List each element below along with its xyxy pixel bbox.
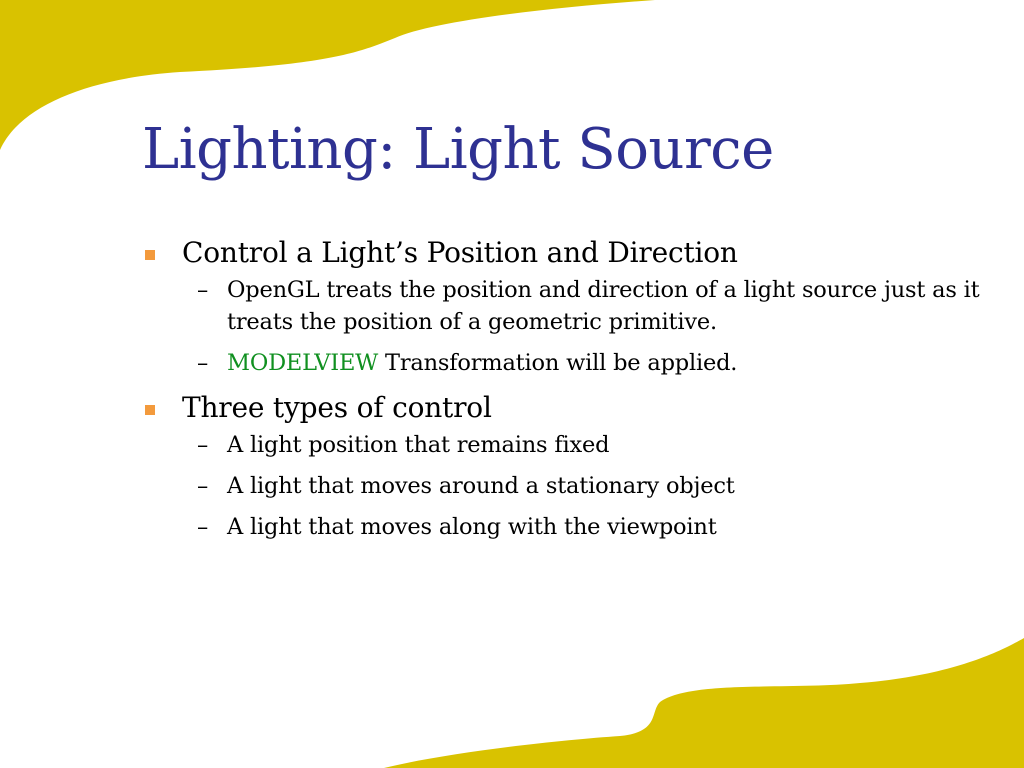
dash-icon: –	[197, 472, 209, 499]
bullet-item	[140, 234, 980, 379]
dash-icon: –	[197, 276, 209, 303]
square-bullet-icon	[145, 405, 155, 415]
sub-bullet-item	[182, 274, 980, 338]
sub-bullet-item	[182, 347, 980, 379]
square-bullet-icon	[145, 250, 155, 260]
sub-bullet-text: A light that moves around a stationary object	[227, 472, 735, 499]
sub-bullet-text: A light that moves along with the viewpoint	[227, 513, 717, 540]
highlight-keyword: MODELVIEW	[227, 349, 379, 376]
slide-content	[140, 234, 980, 553]
sub-bullet-item	[182, 470, 980, 502]
sub-bullet-text: OpenGL treats the position and direction of a light source just as it treats the position of a geometric primitive.	[227, 276, 980, 335]
sub-bullet-item	[182, 429, 980, 461]
sub-bullet-list	[182, 274, 980, 379]
bullet-text: Control a Light’s Position and Direction	[182, 236, 738, 269]
sub-bullet-item	[182, 511, 980, 543]
slide-title: Lighting: Light Source	[142, 117, 774, 182]
dash-icon: –	[197, 431, 209, 458]
dash-icon: –	[197, 513, 209, 540]
bullet-item	[140, 389, 980, 543]
dash-icon: –	[197, 349, 209, 376]
sub-bullet-text: Transformation will be applied.	[378, 349, 738, 376]
sub-bullet-text: A light position that remains fixed	[227, 431, 610, 458]
bullet-text: Three types of control	[182, 390, 492, 424]
sub-bullet-list	[182, 429, 980, 543]
